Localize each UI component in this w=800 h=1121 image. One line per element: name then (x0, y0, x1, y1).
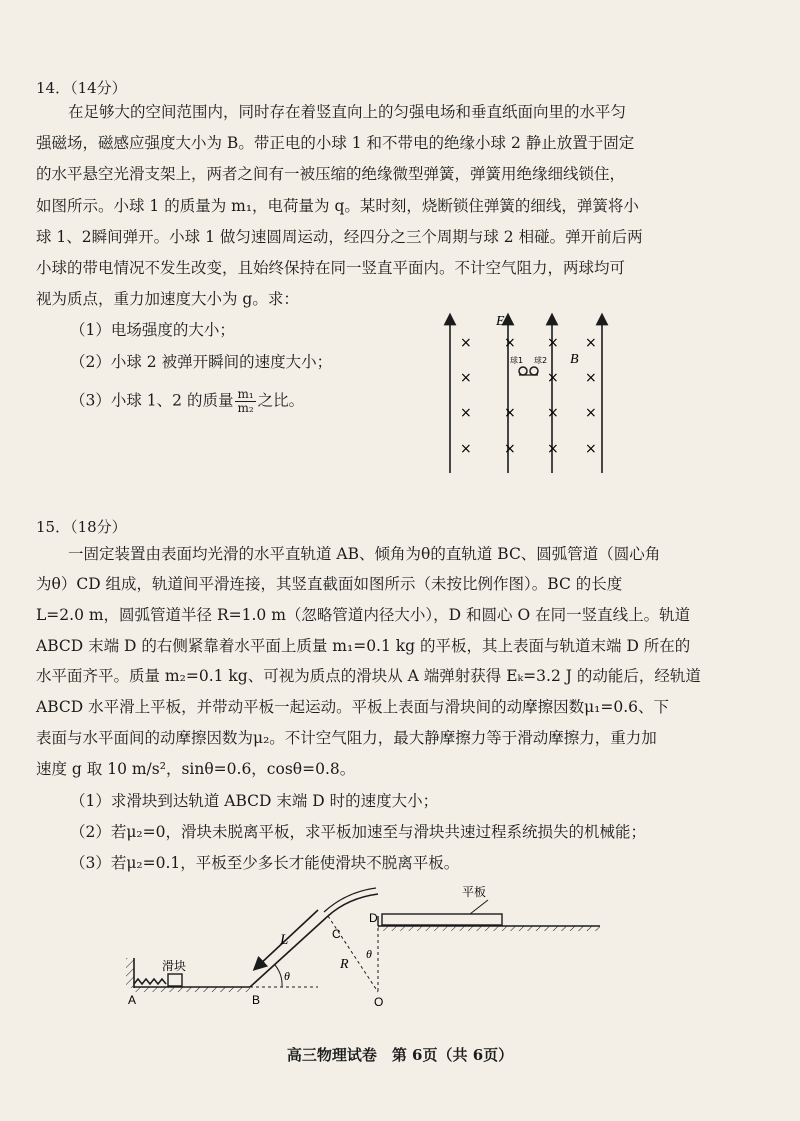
q14-line-7: 视为质点，重力加速度大小为 g。求： (36, 290, 299, 308)
q15-line-3: L=2.0 m，圆弧管道半径 R=1.0 m（忽略管道内径大小），D 和圆心 O 在同一竖直线上。轨道 (36, 606, 691, 624)
q14-line-2: 强磁场，磁感应强度大小为 B。带正电的小球 1 和不带电的绝缘小球 2 静止放置于固定 (36, 134, 635, 152)
b-cross: × (547, 335, 559, 351)
b-cross: × (547, 405, 559, 421)
q15-sub-3: （3）若μ₂=0.1，平板至少多长才能使滑块不脱离平板。 (70, 854, 460, 872)
q15-line-2: 为θ）CD 组成，轨道间平滑连接，其竖直截面如图所示（未按比例作图）。BC 的长度 (36, 575, 623, 593)
length-label: L (280, 932, 289, 948)
q14-sub-1: （1）电场强度的大小； (70, 321, 235, 339)
b-cross: × (460, 335, 472, 351)
b-cross: × (547, 441, 559, 457)
q15-track-diagram (120, 880, 620, 1010)
q15-line-4: ABCD 末端 D 的右侧紧靠着水平面上质量 m₁=0.1 kg 的平板，其上表面与轨道末端 D 所在的 (36, 637, 691, 655)
mass-ratio-denominator: m₂ (237, 401, 254, 415)
q14-sub-3 (70, 388, 304, 415)
q14-heading: 14．（14分） (36, 79, 127, 97)
theta-arc (275, 965, 282, 987)
spring (134, 979, 166, 984)
q14-line-6: 小球的带电情况不发生改变，且始终保持在同一竖直平面内。不计空气阻力，两球均可 (36, 259, 626, 277)
ball-1 (519, 367, 527, 375)
ball-1-label: 球1 (510, 356, 524, 365)
b-cross: × (585, 370, 597, 386)
theta-label-o: θ (366, 947, 372, 961)
q15-line-8: 速度 g 取 10 m/s²，sinθ=0.6，cosθ=0.8。 (36, 760, 356, 778)
q15-line-6: ABCD 水平滑上平板，并带动平板一起运动。平板上表面与滑块间的动摩擦因数μ₁=0.6、下 (36, 698, 670, 716)
plank-label: 平板 (462, 885, 487, 899)
plank-label-leader (470, 900, 488, 914)
q14-sub-2: （2）小球 2 被弹开瞬间的速度大小； (70, 353, 333, 371)
q15-sub-1: （1）求滑块到达轨道 ABCD 末端 D 时的速度大小； (70, 792, 439, 810)
wall (126, 958, 134, 988)
plank (382, 914, 502, 925)
q15-line-5: 水平面齐平。质量 m₂=0.1 kg、可视为质点的滑块从 A 端弹射获得 Eₖ=3.2 J 的动能后，经轨道 (36, 667, 701, 685)
radius-label: R (340, 957, 349, 972)
q15-heading: 15．（18分） (36, 518, 127, 536)
q14-sub-3-suffix: 之比。 (257, 391, 305, 410)
b-cross: × (585, 441, 597, 457)
mass-ratio-fraction (235, 388, 255, 415)
page-footer: 高三物理试卷 第 6页（共 6页） (286, 1046, 514, 1064)
q15-sub-2: （2）若μ₂=0，滑块未脱离平板，求平板加速至与滑块共速过程系统损失的机械能； (70, 823, 647, 841)
slider-block (168, 974, 182, 986)
b-cross: × (460, 405, 472, 421)
b-cross: × (585, 405, 597, 421)
q14-field-diagram (430, 305, 620, 480)
mass-ratio-numerator: m₁ (237, 387, 254, 401)
point-b-label: B (252, 993, 261, 1007)
q14-line-4: 如图所示。小球 1 的质量为 m₁，电荷量为 q。某时刻，烧断锁住弹簧的细线，弹簧将小 (36, 197, 639, 215)
q15-line-1: 一固定装置由表面均光滑的水平直轨道 AB、倾角为θ的直轨道 BC、圆弧管道（圆心角 (68, 545, 661, 563)
track-ab-hatch (134, 987, 250, 992)
point-a-label: A (128, 993, 137, 1007)
q14-sub-3-prefix: （3）小球 1、2 的质量 (70, 391, 234, 410)
theta-label-b: θ (284, 969, 290, 983)
arc-pipe-inner (324, 888, 376, 912)
b-field-label: B (570, 352, 579, 367)
b-cross: × (504, 335, 516, 351)
q14-line-3: 的水平悬空光滑支架上，两者之间有一被压缩的绝缘微型弹簧，弹簧用绝缘细线锁住， (36, 165, 626, 183)
b-cross: × (547, 370, 559, 386)
ball-2 (530, 367, 538, 375)
e-field-label: E (496, 314, 505, 329)
b-cross: × (585, 335, 597, 351)
point-d-label: D (369, 911, 378, 925)
q14-line-1: 在足够大的空间范围内，同时存在着竖直向上的匀强电场和垂直纸面向里的水平匀 (68, 103, 627, 121)
right-floor-hatch (378, 926, 600, 931)
b-cross: × (504, 441, 516, 457)
b-cross: × (460, 441, 472, 457)
point-o-label: O (374, 995, 384, 1009)
q14-line-5: 球 1、2瞬间弹开。小球 1 做匀速圆周运动，经四分之三个周期与球 2 相碰。弹开前后两 (36, 228, 643, 246)
ball-2-label: 球2 (534, 356, 548, 365)
slider-label: 滑块 (162, 959, 187, 973)
q15-line-7: 表面与水平面间的动摩擦因数为μ₂。不计空气阻力，最大静摩擦力等于滑动摩擦力，重力加 (36, 729, 657, 747)
point-c-label: C (332, 927, 341, 941)
b-cross: × (460, 370, 472, 386)
b-cross: × (504, 405, 516, 421)
